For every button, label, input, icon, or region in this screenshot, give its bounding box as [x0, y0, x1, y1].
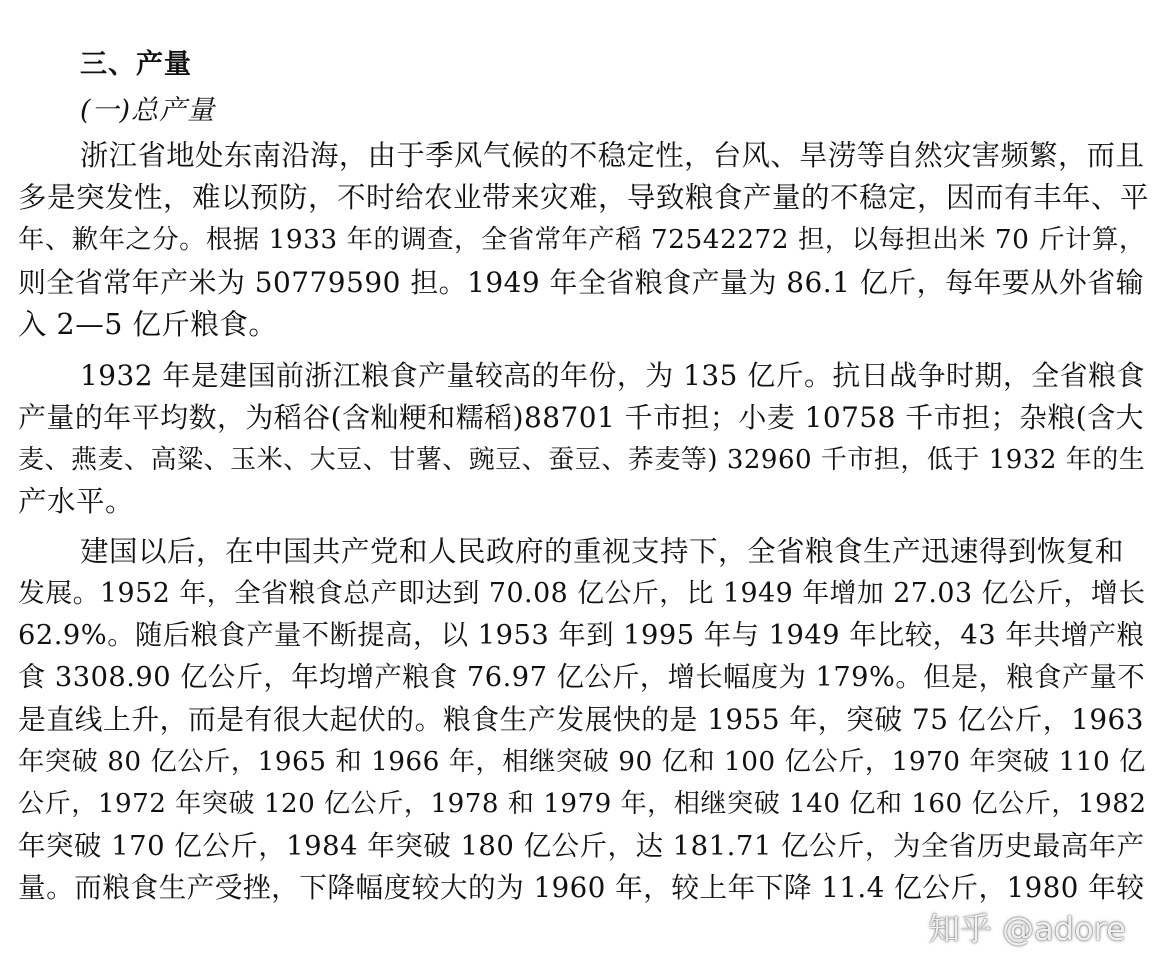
paragraph-3-line: 是直线上升，而是有很大起伏的。粮食生产发展快的是 1955 年，突破 75 亿公斤，1963 — [18, 703, 1144, 736]
paragraph-2-line: 产水平。 — [18, 485, 135, 518]
paragraph-1-line: 则全省常年产米为 50779590 担。1949 年全省粮食产量为 86.1 亿斤，每年要从外省输 — [18, 266, 1145, 299]
paragraph-3-line: 年突破 170 亿公斤，1984 年突破 180 亿公斤，达 181.71 亿公斤，为全省历史最高年产 — [18, 830, 1145, 862]
paragraph-3-line: 公斤，1972 年突破 120 亿公斤，1978 和 1979 年，相继突破 140 亿和 160 亿公斤，1982 — [18, 789, 1147, 819]
paragraph-3-line: 量。而粮食生产受挫，下降幅度较大的为 1960 年，较上年下降 11.4 亿公斤，1980 年较 — [18, 871, 1145, 904]
section-title: 三、产量 — [80, 49, 192, 80]
paragraph-2-line: 1932 年是建国前浙江粮食产量较高的年份，为 135 亿斤。抗日战争时期，全省粮食 — [80, 359, 1145, 392]
paragraph-1-line: 浙江省地处东南沿海，由于季风气候的不稳定性，台风、旱涝等自然灾害频繁，而且 — [80, 139, 1145, 172]
paragraph-1-line: 年、歉年之分。根据 1933 年的调查，全省常年产稻 72542272 担，以每担出米 70 斤计算， — [18, 225, 1146, 255]
paragraph-2-line: 麦、燕麦、高粱、玉米、大豆、甘薯、豌豆、蚕豆、荞麦等) 32960 千市担，低于 1932 年的生 — [18, 445, 1146, 475]
paragraph-3-line: 发展。1952 年，全省粮食总产即达到 70.08 亿公斤，比 1949 年增加 27.03 亿公斤，增长 — [18, 578, 1146, 609]
paragraph-3-line: 建国以后，在中国共产党和人民政府的重视支持下，全省粮食生产迅速得到恢复和 — [80, 535, 1125, 568]
paragraph-2-line: 产量的年平均数，为稻谷(含籼粳和糯稻)88701 千市担；小麦 10758 千市担；杂粮(含大 — [18, 401, 1145, 434]
paragraph-3-line: 62.9%。随后粮食产量不断提高，以 1953 年到 1995 年与 1949 年比较，43 年共增产粮 — [18, 620, 1145, 651]
watermark: 知乎 @adore — [928, 910, 1126, 948]
paragraph-1-line: 多是突发性，难以预防，不时给农业带来灾难，导致粮食产量的不稳定，因而有丰年、平 — [18, 181, 1150, 214]
subsection-title: (一)总产量 — [80, 95, 216, 126]
paragraph-3-line: 食 3308.90 亿公斤，年均增产粮食 76.97 亿公斤，增长幅度为 179%。但是，粮食产量不 — [18, 662, 1146, 693]
paragraph-3-line: 年突破 80 亿公斤，1965 和 1966 年，相继突破 90 亿和 100 亿公斤，1970 年突破 110 亿 — [18, 747, 1146, 777]
paragraph-1-line: 入 2—5 亿斤粮食。 — [18, 308, 278, 341]
